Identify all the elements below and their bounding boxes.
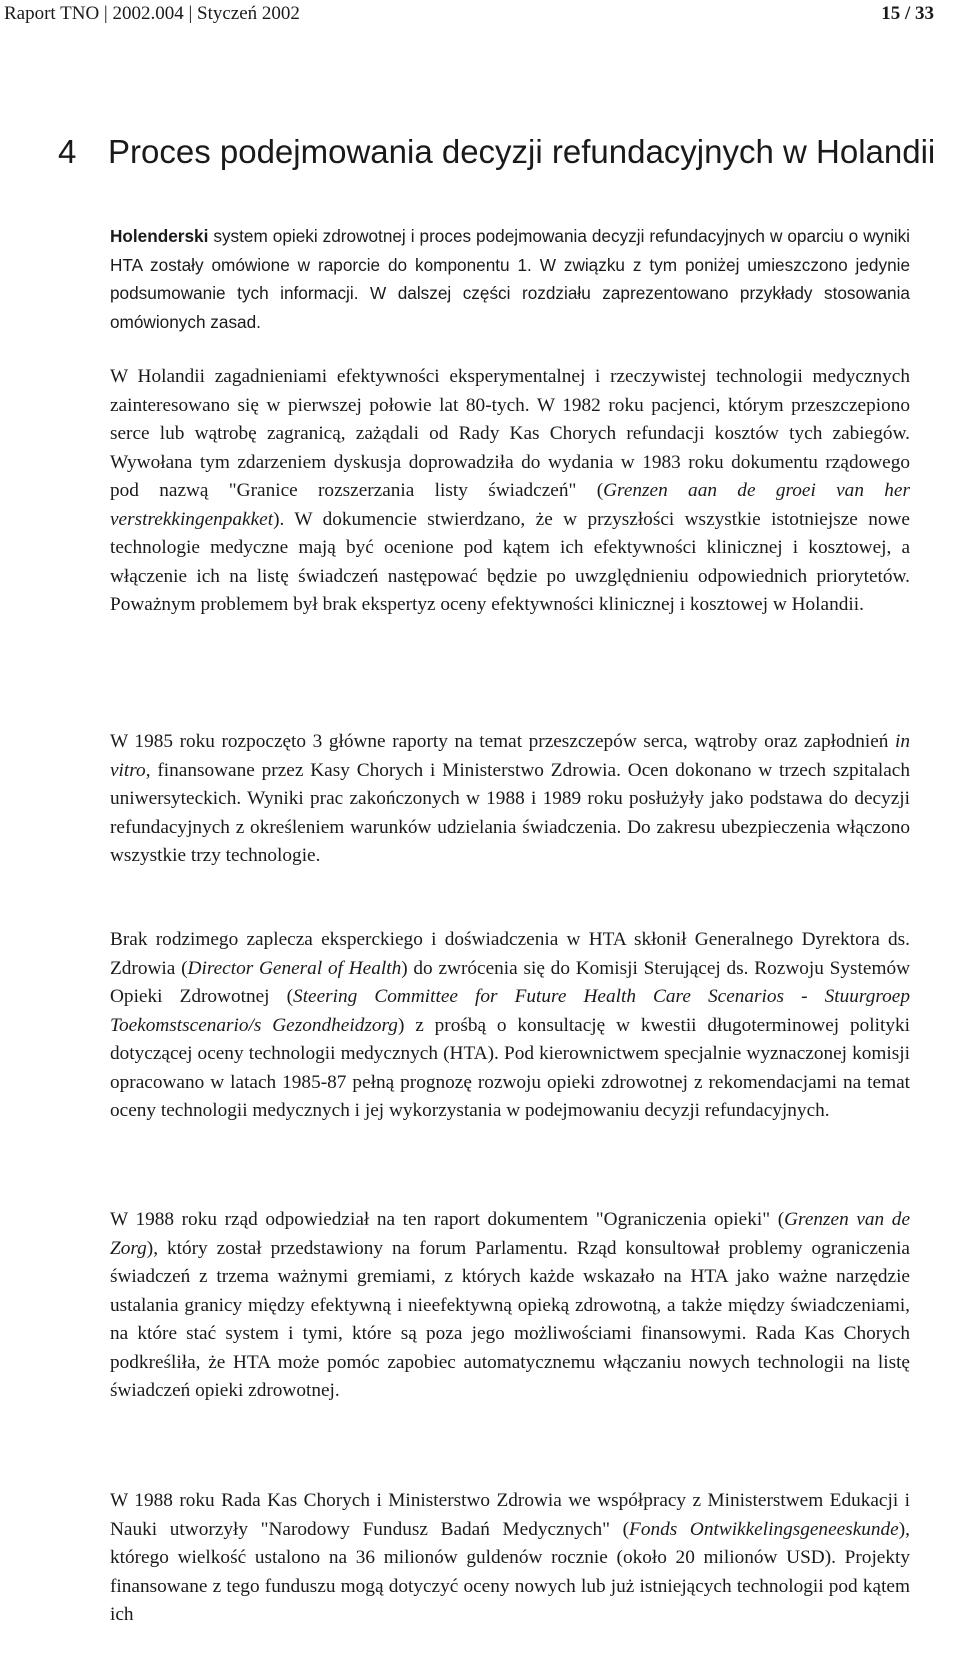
paragraph-3-c: ) do zwrócenia się do Komisji Sterującej ds. Rozwoju Systemów Opieki Zdrowotnej ( <box>110 957 911 1007</box>
paragraph-2-italic: in vitro <box>110 731 910 781</box>
paragraph-5 <box>110 1487 910 1630</box>
paragraph-2-a: W 1985 roku rozpoczęto 3 główne raporty na temat przeszczepów serca, wątroby oraz zapłodnień <box>110 731 895 752</box>
paragraph-5-c: ), którego wielkość ustalono na 36 milionów guldenów rocznie (około 20 milionów USD). Projekty finansowane z tego funduszu mogą dotyczyć oceny nowych lub już istniejących technologii pod kątem ich <box>110 1518 910 1625</box>
intro-paragraph <box>110 222 910 336</box>
paragraph-4 <box>110 1206 910 1406</box>
paragraph-1-italic: Grenzen aan de groei van her verstrekkingenpakket <box>110 480 910 530</box>
paragraph-2-c: , finansowane przez Kasy Chorych i Ministerstwo Zdrowia. Ocen dokonano w trzech szpitalach uniwersyteckich. Wyniki prac zakończonych w 1988 i 1989 roku posłużyły jako podstawa do decyzji refundacyjnych z określeniem warunków udzielania świadczenia. Do zakresu ubezpieczenia włączono wszystkie trzy technologie. <box>110 759 910 866</box>
intro-text: system opieki zdrowotnej i proces podejmowania decyzji refundacyjnych w oparciu o wyniki HTA zostały omówione w raporcie do komponentu 1. W związku z tym poniżej umieszczono jedynie podsumowanie tych informacji. W dalszej części rozdziału zaprezentowano przykłady stosowania omówionych zasad. <box>110 226 910 332</box>
paragraph-1-a: W Holandii zagadnieniami efektywności eksperymentalnej i rzeczywistej technologii medycznych zainteresowano się w pierwszej połowie lat 80-tych. W 1982 roku pacjenci, którym przeszczepiono serce lub wątrobę zagranicą, zażądali od Rady Kas Chorych refundacji kosztów tych zabiegów. Wywołana tym zdarzeniem dyskusja doprowadziła do wydania w 1983 roku dokumentu rządowego pod nazwą "Granice rozszerzania listy świadczeń" ( <box>110 366 910 501</box>
paragraph-3-italic-1: Director General of Health <box>187 957 402 979</box>
paragraph-5-italic: Fonds Ontwikkelingsgeneeskunde <box>629 1518 899 1540</box>
intro-bold-word: Holenderski <box>110 226 209 246</box>
paragraph-2 <box>110 728 910 871</box>
paragraph-3-a: Brak rodzimego zaplecza eksperckiego i doświadczenia w HTA skłonił Generalnego Dyrektora ds. Zdrowia ( <box>110 929 910 979</box>
section-title-text: Proces podejmowania decyzji refundacyjnych w Holandii <box>108 133 936 170</box>
paragraph-3-e: ) z prośbą o konsultację w kwestii długoterminowej polityki dotyczącej oceny technologii medycznych (HTA). Pod kierownictwem specjalnie wyznaczonej komisji opracowano w latach 1985-87 pełną prognozę rozwoju opieki zdrowotnej z rekomendacjami na temat oceny technologii medycznych i jej wykorzystania w podejmowaniu decyzji refundacyjnych. <box>110 1014 910 1121</box>
paragraph-4-c: ), który został przedstawiony na forum Parlamentu. Rząd konsultował problemy ograniczenia świadczeń z trzema ważnymi gremiami, z których każde wskazało na HTA jako ważne narzędzie ustalania granicy między efektywną i nieefektywną opieką zdrowotną, a także między świadczeniami, na które stać system i tymi, które są poza jego możliwościami finansowymi. Rada Kas Chorych podkreśliła, że HTA może pomóc zapobiec automatycznemu włączaniu nowych technologii na listę świadczeń opieki zdrowotnej. <box>110 1237 910 1401</box>
paragraph-3 <box>110 926 910 1126</box>
paragraph-1-c: ). W dokumencie stwierdzano, że w przyszłości wszystkie istotniejsze nowe technologie medyczne mają być ocenione pod kątem ich efektywności klinicznej i kosztowej, a włączenie ich na listę świadczeń następować będzie po uwzględnieniu odpowiednich priorytetów. Poważnym problemem był brak ekspertyz oceny efektywności klinicznej i kosztowej w Holandii. <box>110 508 910 615</box>
paragraph-3-italic-2: Steering Committee for Future Health Care Scenarios - Stuurgroep Toekomstscenario/s Gezondheidzorg <box>110 986 910 1036</box>
page-number: 15 / 33 <box>881 3 934 24</box>
section-title <box>58 132 938 172</box>
paragraph-1 <box>110 363 910 620</box>
paragraph-5-a: W 1988 roku Rada Kas Chorych i Ministerstwo Zdrowia we współpracy z Ministerstwem Edukacji i Nauki utworzyły "Narodowy Fundusz Badań Medycznych" ( <box>110 1490 910 1540</box>
section-number: 4 <box>58 133 77 170</box>
paragraph-4-a: W 1988 roku rząd odpowiedział na ten raport dokumentem "Ograniczenia opieki" ( <box>110 1209 785 1230</box>
page-header <box>0 0 960 30</box>
paragraph-4-italic: Grenzen van de Zorg <box>110 1209 910 1259</box>
header-report-info: Raport TNO | 2002.004 | Styczeń 2002 <box>4 3 300 24</box>
